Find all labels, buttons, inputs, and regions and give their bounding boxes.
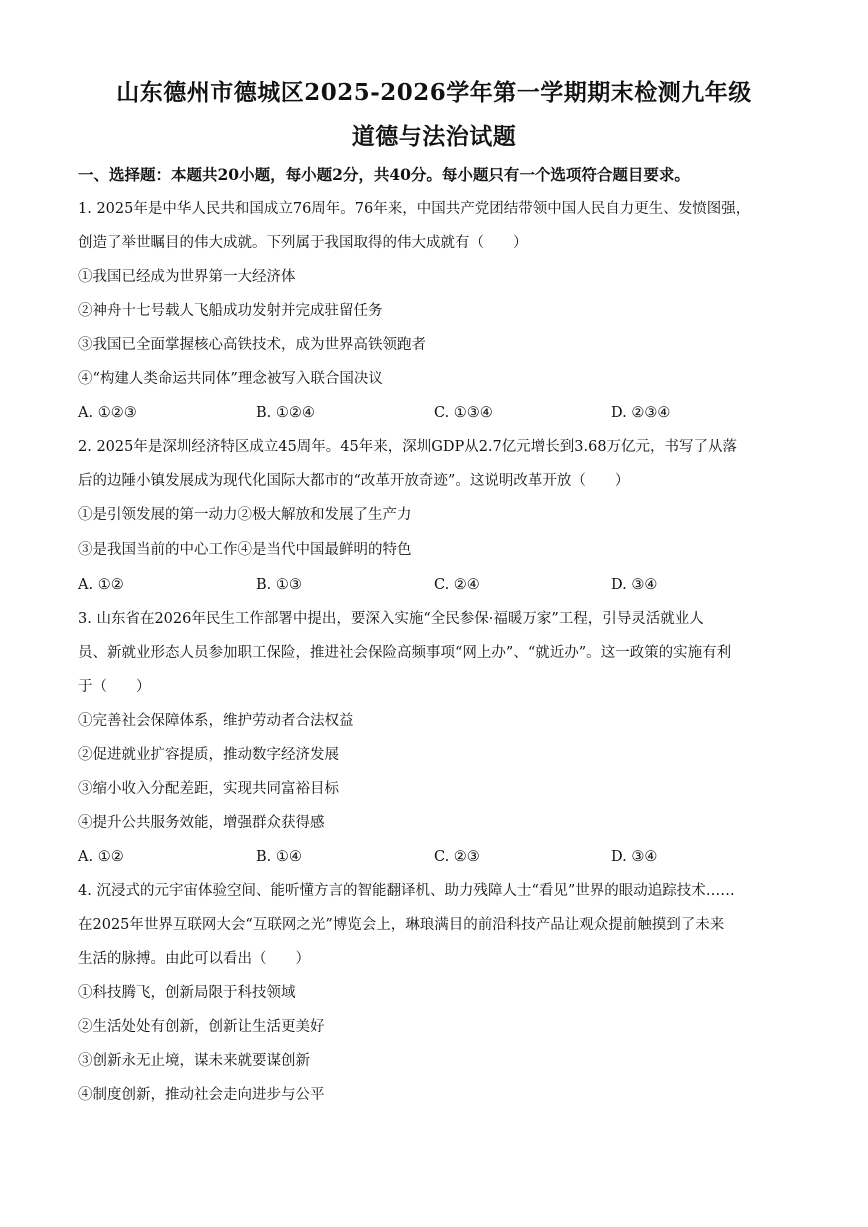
question-stem-line: 4. 沉浸式的元宇宙体验空间、能听懂方言的智能翻译机、助力残障人士“看见”世界的眼动追踪技术……: [78, 883, 735, 899]
statement-item: ②神舟十七号载人飞船成功发射并完成驻留任务: [78, 303, 383, 319]
statement-item: ③我国已全面掌握核心高铁技术，成为世界高铁领跑者: [78, 337, 426, 353]
option-d[interactable]: D. ③④: [611, 849, 658, 865]
statement-item: ②促进就业扩容提质，推动数字经济发展: [78, 747, 339, 763]
option-c[interactable]: C. ②③: [434, 849, 480, 865]
option-c[interactable]: C. ①③④: [434, 405, 493, 421]
question-stem-line: 3. 山东省在2026年民生工作部署中提出，要深入实施“全民参保·福暖万家”工程，引导灵活就业人: [78, 611, 704, 627]
option-a[interactable]: A. ①②: [78, 577, 124, 593]
question-stem-line: 1. 2025年是中华人民共和国成立76周年。76年来，中国共产党团结带领中国人民自力更生、发愤图强，: [78, 201, 751, 217]
question-stem-line: 在2025年世界互联网大会“互联网之光”博览会上，琳琅满目的前沿科技产品让观众提前触摸到了未来: [78, 917, 725, 933]
answer-options: [78, 847, 798, 867]
statement-item: ③创新永无止境，谋未来就要谋创新: [78, 1053, 310, 1069]
option-b[interactable]: B. ①④: [256, 849, 302, 865]
statement-item: ②生活处处有创新，创新让生活更美好: [78, 1019, 325, 1035]
question-stem-line: 2. 2025年是深圳经济特区成立45周年。45年来，深圳GDP从2.7亿元增长到3.68万亿元，书写了从落: [78, 439, 738, 455]
question-stem-line: 创造了举世瞩目的伟大成就。下列属于我国取得的伟大成就有（ ）: [78, 235, 528, 251]
option-b[interactable]: B. ①③: [256, 577, 302, 593]
option-d[interactable]: D. ②③④: [611, 405, 671, 421]
statement-item: ①我国已经成为世界第一大经济体: [78, 269, 296, 285]
option-c[interactable]: C. ②④: [434, 577, 480, 593]
statement-item: ④制度创新，推动社会走向进步与公平: [78, 1087, 325, 1103]
question-stem-line: 于（ ）: [78, 679, 151, 695]
exam-subject-title: 道德与法治试题: [351, 123, 517, 150]
statement-item: ①是引领发展的第一动力②极大解放和发展了生产力: [78, 507, 412, 523]
statement-item: ③是我国当前的中心工作④是当代中国最鲜明的特色: [78, 542, 412, 558]
statement-item: ③缩小收入分配差距，实现共同富裕目标: [78, 781, 339, 797]
option-b[interactable]: B. ①②④: [256, 405, 315, 421]
statement-item: ①科技腾飞，创新局限于科技领域: [78, 985, 296, 1001]
option-d[interactable]: D. ③④: [611, 577, 658, 593]
exam-title: 山东德州市德城区2025-2026学年第一学期期末检测九年级: [116, 79, 752, 106]
option-a[interactable]: A. ①②③: [78, 405, 137, 421]
section-header-multiple-choice: 一、选择题：本题共20小题，每小题2分，共40分。每小题只有一个选项符合题目要求。: [78, 165, 690, 184]
answer-options: [78, 575, 798, 595]
answer-options: [78, 403, 798, 423]
question-stem-line: 生活的脉搏。由此可以看出（ ）: [78, 951, 310, 967]
question-stem-line: 后的边陲小镇发展成为现代化国际大都市的“改革开放奇迹”。这说明改革开放（ ）: [78, 473, 630, 489]
statement-item: ①完善社会保障体系，维护劳动者合法权益: [78, 713, 354, 729]
statement-item: ④提升公共服务效能，增强群众获得感: [78, 815, 325, 831]
question-stem-line: 员、新就业形态人员参加职工保险，推进社会保险高频事项“网上办”、“就近办”。这一政策的实施有利: [78, 645, 732, 661]
statement-item: ④“构建人类命运共同体”理念被写入联合国决议: [78, 371, 383, 387]
option-a[interactable]: A. ①②: [78, 849, 124, 865]
